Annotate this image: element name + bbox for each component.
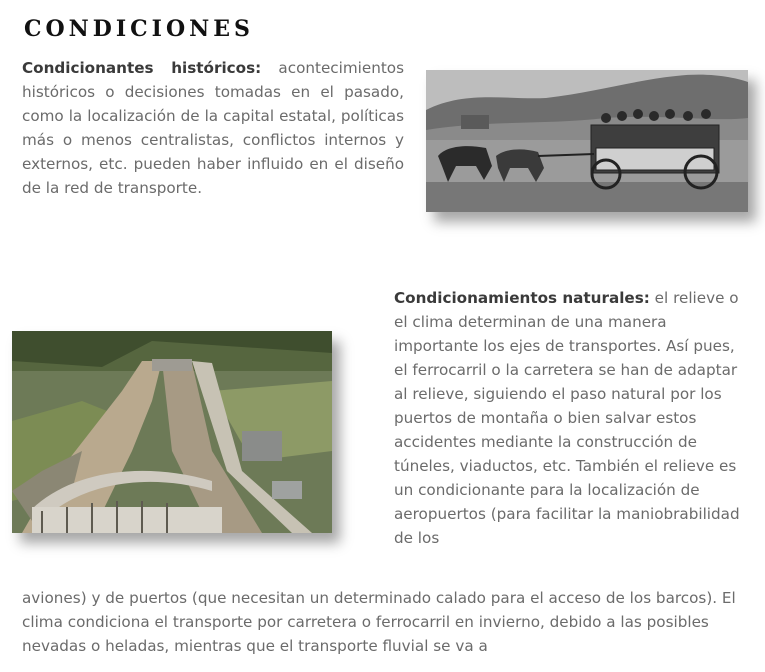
- historic-paragraph: [22, 56, 404, 200]
- natural-text: el relieve o el clima determinan de una manera importante los ejes de transportes. Así pues, el ferrocarril o la carretera se han de adaptar al relieve, siguiendo el paso natural por los puertos de montaña o bien salvar estos accidentes mediante la construcción de túneles, viaductos, etc. También el relieve es un condicionante para la localización de aeropuertos (para facilitar la maniobrabilidad de los: [394, 289, 740, 547]
- historic-text: acontecimientos históricos o decisiones tomadas en el pasado, como la localización de la capital estatal, políticas más o menos centralistas, conflictos internos y externos, etc. pueden haber influido en el diseño de la red de transporte.: [22, 59, 404, 197]
- section-heading: CONDICIONES: [24, 16, 254, 42]
- natural-paragraph: [394, 286, 748, 550]
- natural-paragraph-continuation: aviones) y de puertos (que necesitan un determinado calado para el acceso de los barcos). El clima condiciona el transporte por carretera o ferrocarril en invierno, debido a las posibles nevadas o heladas, mientras que el transporte fluvial se va a: [22, 589, 736, 655]
- historic-label: Condicionantes históricos:: [22, 59, 262, 77]
- aerial-railway-photo: [12, 331, 332, 533]
- stagecoach-engraving: [426, 70, 748, 212]
- natural-label: Condicionamientos naturales:: [394, 289, 650, 307]
